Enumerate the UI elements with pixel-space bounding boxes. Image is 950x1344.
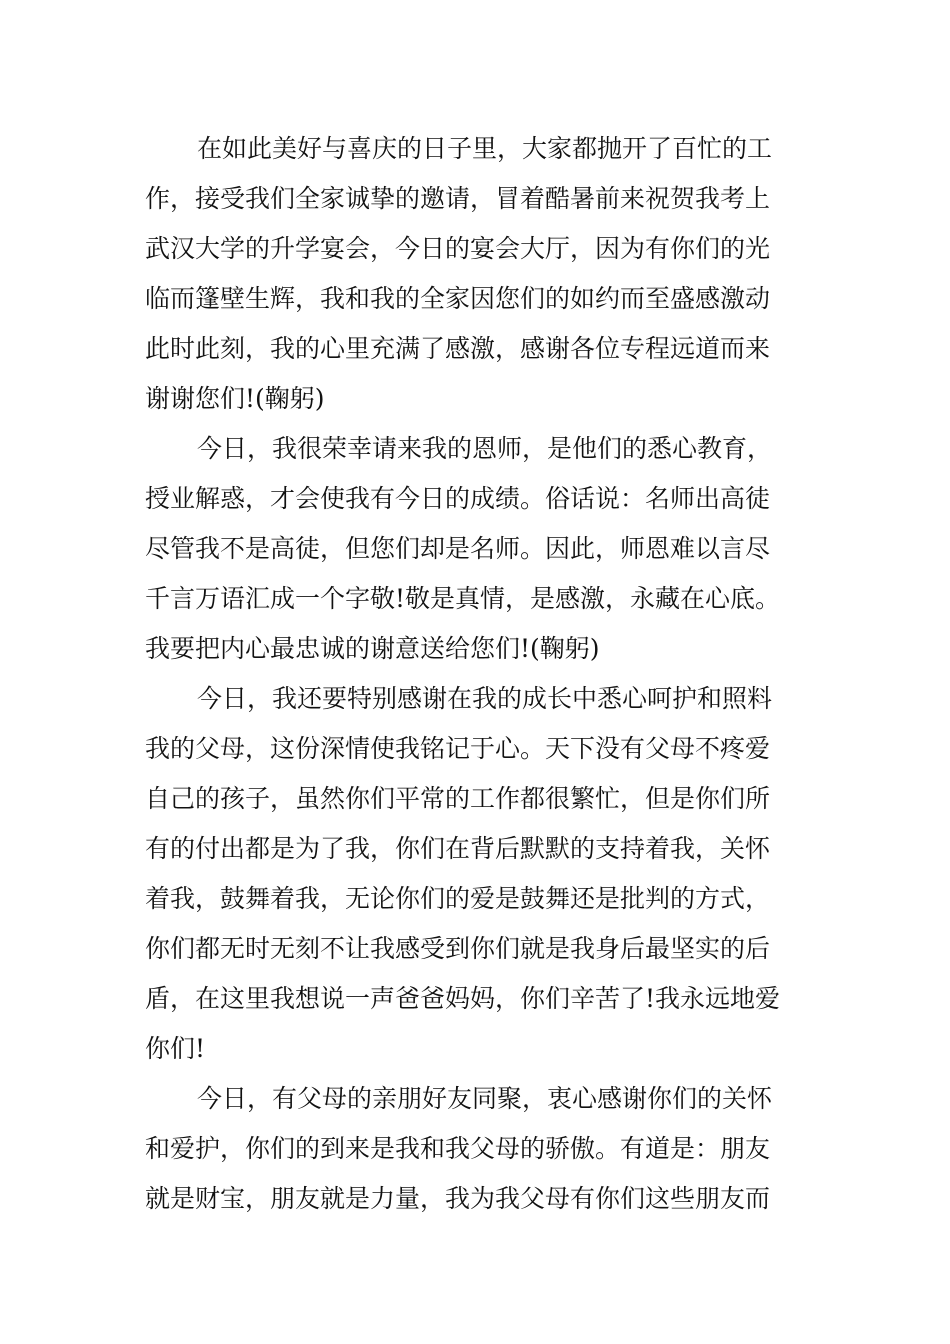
text-line: 谢谢您们!(鞠躬) [145, 384, 325, 413]
text-line: 在如此美好与喜庆的日子里，大家都抛开了百忙的工 [197, 134, 773, 163]
text-line: 我的父母，这份深情使我铭记于心。天下没有父母不疼爱 [145, 734, 771, 763]
document-body [145, 124, 815, 1224]
text-line: 此时此刻，我的心里充满了感激，感谢各位专程远道而来 [145, 334, 771, 363]
text-line: 授业解惑，才会使我有今日的成绩。俗话说：名师出高徒 [145, 484, 771, 513]
text-line: 今日，我还要特别感谢在我的成长中悉心呵护和照料 [197, 684, 773, 713]
text-line: 着我，鼓舞着我，无论你们的爱是鼓舞还是批判的方式， [145, 884, 771, 913]
text-line: 我要把内心最忠诚的谢意送给您们!(鞠躬) [145, 634, 600, 663]
paragraph-4 [145, 1074, 815, 1224]
text-line: 作，接受我们全家诚挚的邀请，冒着酷暑前来祝贺我考上 [145, 184, 771, 213]
text-line: 武汉大学的升学宴会，今日的宴会大厅，因为有你们的光 [145, 234, 771, 263]
paragraph-1 [145, 124, 815, 424]
text-line: 你们! [145, 1034, 206, 1063]
text-line: 今日，有父母的亲朋好友同聚，衷心感谢你们的关怀 [197, 1084, 773, 1113]
text-line: 千言万语汇成一个字敬!敬是真情，是感激，永藏在心底。 [145, 584, 781, 613]
text-line: 有的付出都是为了我，你们在背后默默的支持着我，关怀 [145, 834, 771, 863]
text-line: 临而篷壁生辉，我和我的全家因您们的如约而至盛感激动 [145, 284, 771, 313]
text-line: 自己的孩子，虽然你们平常的工作都很繁忙，但是你们所 [145, 784, 771, 813]
paragraph-3 [145, 674, 815, 1074]
text-line: 就是财宝，朋友就是力量，我为我父母有你们这些朋友而 [145, 1184, 771, 1213]
paragraph-2 [145, 424, 815, 674]
text-line: 今日，我很荣幸请来我的恩师，是他们的悉心教育， [197, 434, 773, 463]
text-line: 和爱护，你们的到来是我和我父母的骄傲。有道是：朋友 [145, 1134, 771, 1163]
text-line: 盾，在这里我想说一声爸爸妈妈，你们辛苦了!我永远地爱 [145, 984, 781, 1013]
text-line: 尽管我不是高徒，但您们却是名师。因此，师恩难以言尽 [145, 534, 771, 563]
text-line: 你们都无时无刻不让我感受到你们就是我身后最坚实的后 [145, 934, 771, 963]
